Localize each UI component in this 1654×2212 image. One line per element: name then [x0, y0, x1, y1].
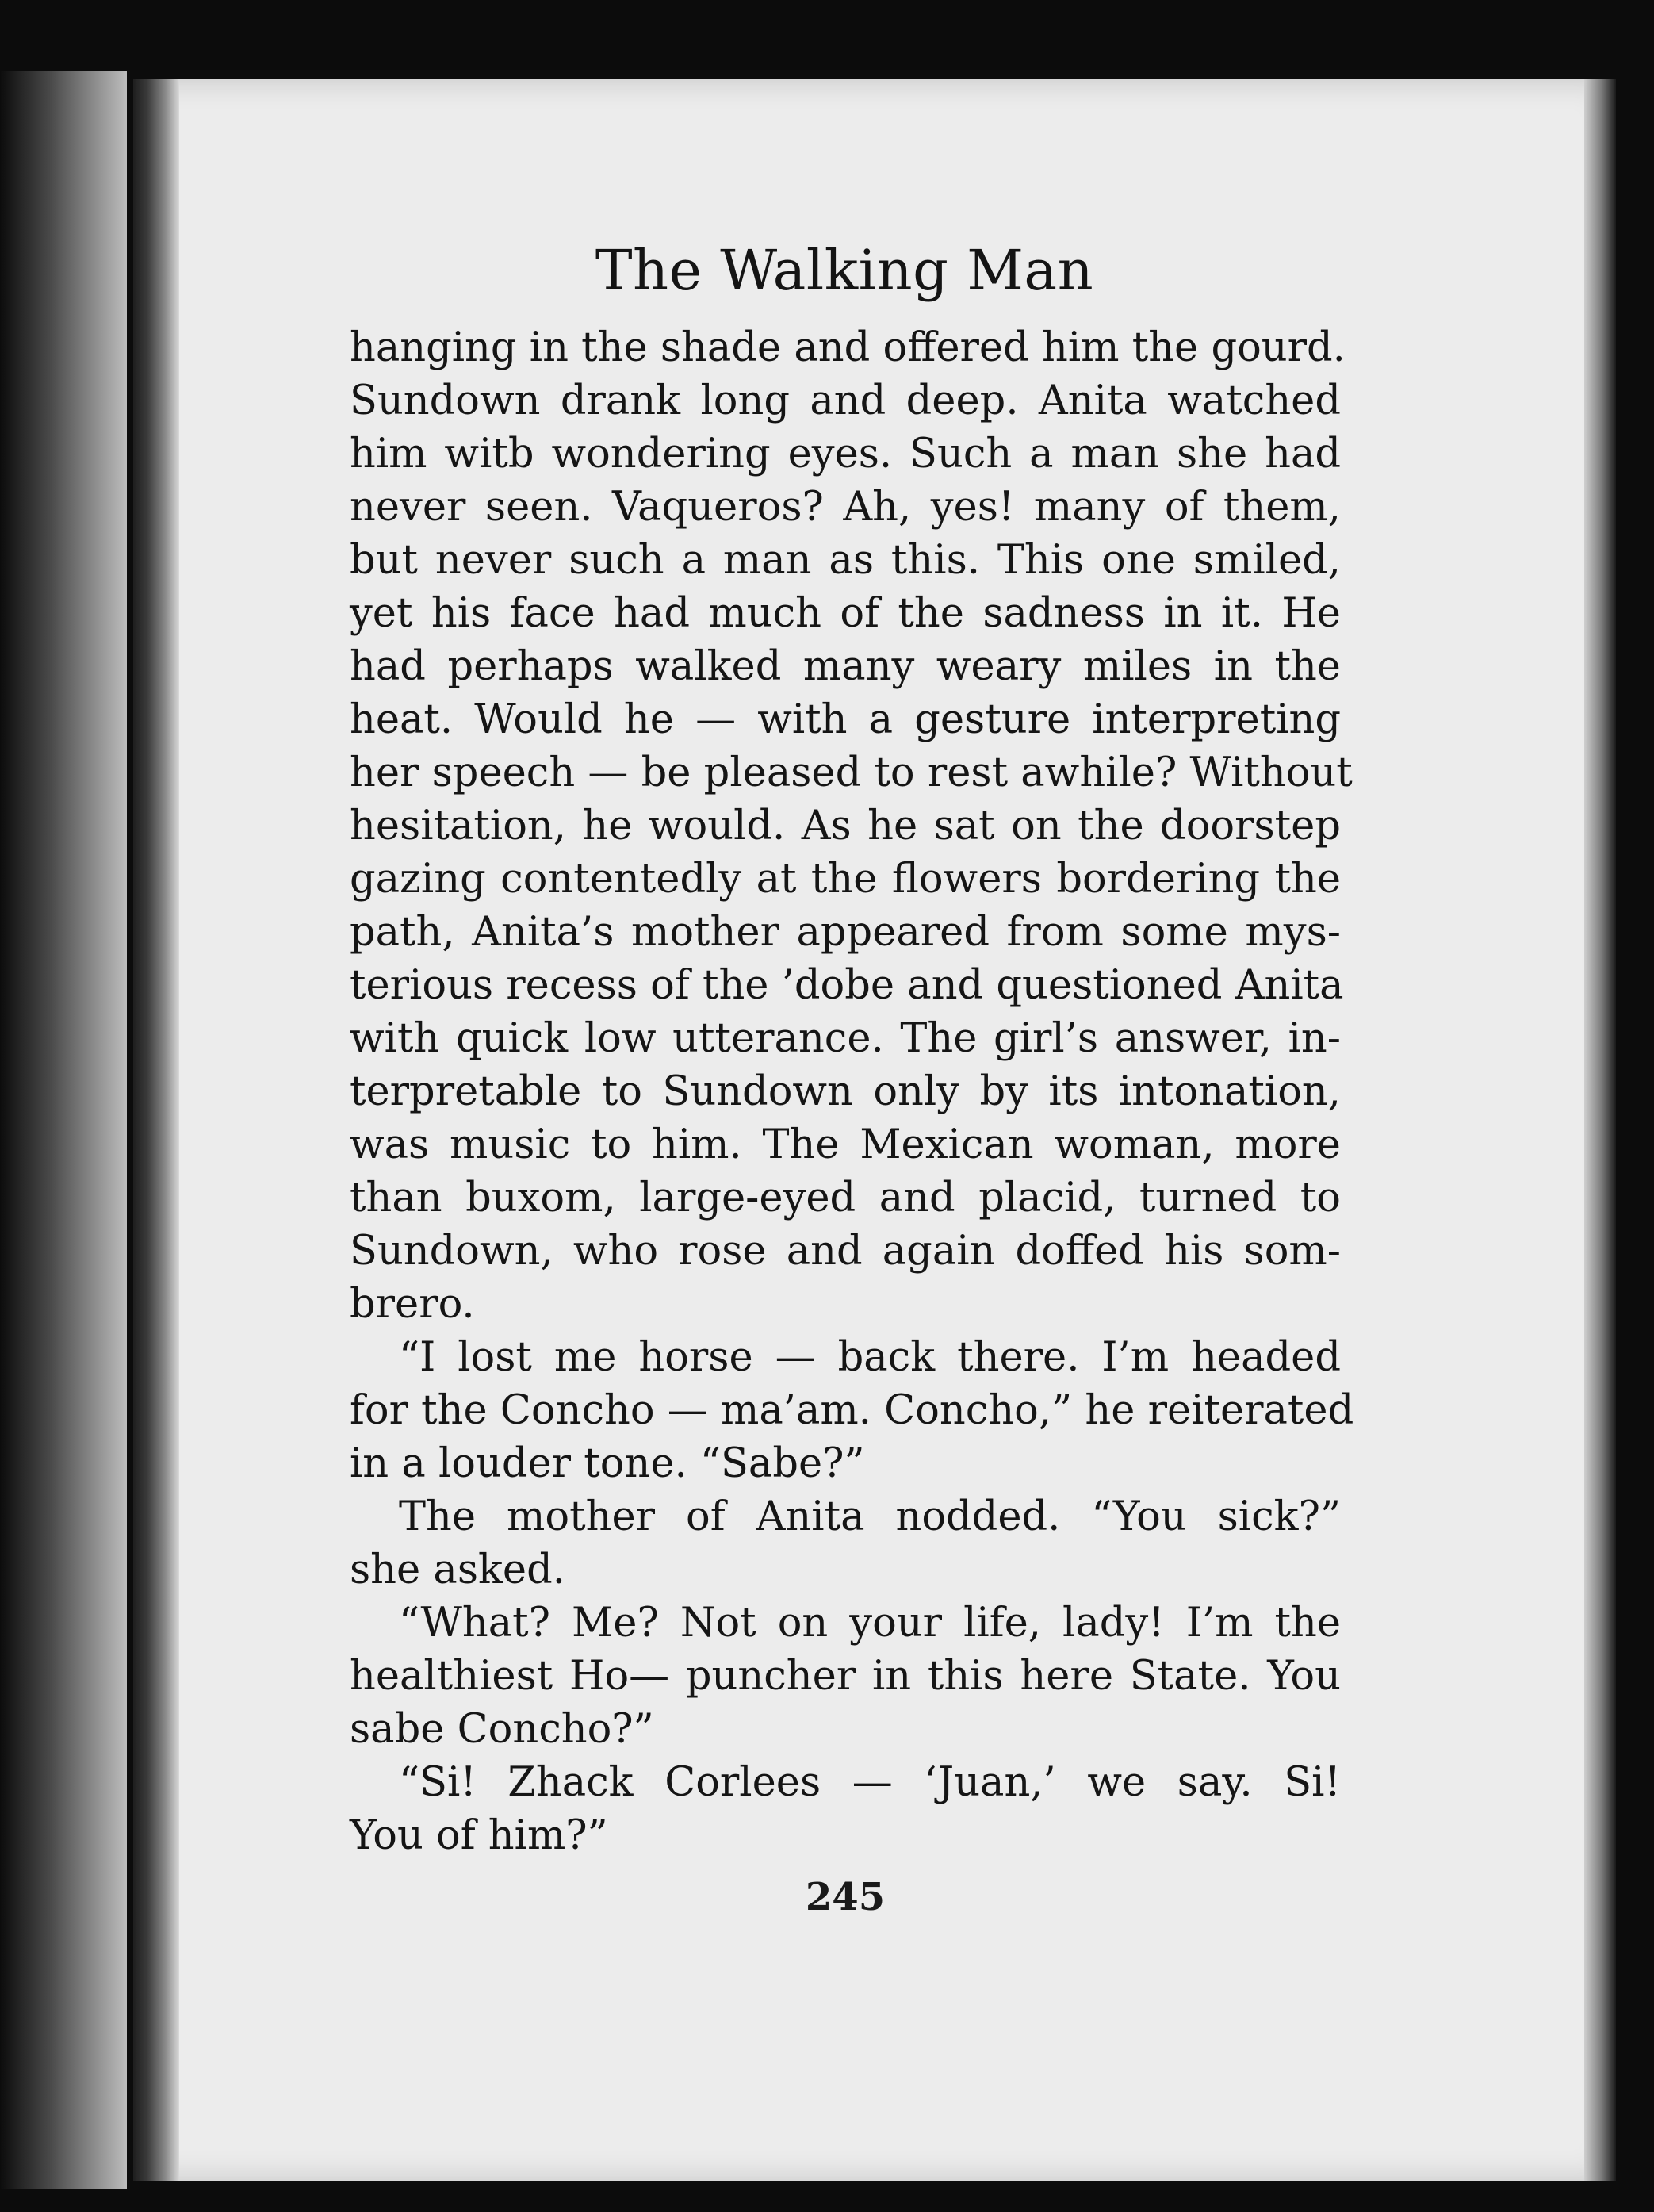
- text-line: Sundown, who rose and again doffed his som-: [350, 1228, 1341, 1275]
- text-line: “What? Me? Not on your life, lady! I’m the: [399, 1600, 1341, 1647]
- text-line: her speech — be pleased to rest awhile? Without: [350, 749, 1353, 796]
- text-line: terious recess of the ’dobe and questioned Anita: [350, 962, 1344, 1009]
- binding-gutter: [133, 79, 179, 2181]
- text-line: terpretable to Sundown only by its intonation,: [350, 1068, 1341, 1115]
- text-line: for the Concho — ma’am. Concho,” he reiterated: [350, 1387, 1354, 1434]
- text-line: in a louder tone. “Sabe?”: [350, 1440, 865, 1487]
- text-line: brero.: [350, 1281, 475, 1328]
- text-line: hanging in the shade and offered him the gourd.: [350, 324, 1346, 371]
- text-line: yet his face had much of the sadness in it. He: [350, 590, 1341, 637]
- running-head: The Walking Man: [595, 238, 1094, 303]
- text-line: path, Anita’s mother appeared from some mys-: [350, 909, 1341, 956]
- page-number: 245: [805, 1875, 886, 1919]
- facing-page-edge: [0, 71, 127, 2189]
- text-line: heat. Would he — with a gesture interpreting: [350, 696, 1341, 743]
- page-right-edge: [1584, 79, 1616, 2181]
- text-line: hesitation, he would. As he sat on the doorstep: [350, 803, 1341, 849]
- text-line: Sundown drank long and deep. Anita watched: [350, 378, 1341, 424]
- text-line: had perhaps walked many weary miles in the: [350, 643, 1341, 690]
- text-line: him witb wondering eyes. Such a man she had: [350, 431, 1341, 477]
- text-line: but never such a man as this. This one smiled,: [350, 537, 1341, 584]
- text-line: she asked.: [350, 1547, 565, 1593]
- text-line: with quick low utterance. The girl’s answer, in-: [350, 1015, 1341, 1062]
- text-line: than buxom, large-eyed and placid, turned to: [350, 1175, 1341, 1221]
- text-line: never seen. Vaqueros? Ah, yes! many of them,: [350, 484, 1341, 531]
- text-line: “Si! Zhack Corlees — ‘Juan,’ we say. Si!: [399, 1759, 1341, 1806]
- text-line: sabe Concho?”: [350, 1706, 654, 1753]
- text-line: You of him?”: [350, 1812, 608, 1859]
- text-line: was music to him. The Mexican woman, more: [350, 1121, 1341, 1168]
- text-line: “I lost me horse — back there. I’m headed: [399, 1334, 1341, 1381]
- text-line: healthiest Ho— puncher in this here State. You: [350, 1653, 1341, 1700]
- text-line: The mother of Anita nodded. “You sick?”: [399, 1493, 1341, 1540]
- body-text: [350, 321, 1354, 1862]
- text-line: gazing contentedly at the flowers bordering the: [350, 856, 1341, 903]
